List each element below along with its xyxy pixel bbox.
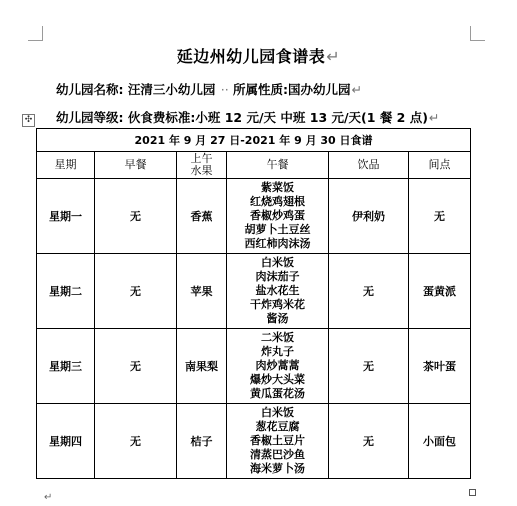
title-text: 延边州幼儿园食谱表: [176, 47, 326, 66]
table-row: [37, 179, 471, 254]
space-dots: ··: [220, 82, 229, 97]
lunch-item: 香椒炒鸡蛋: [250, 209, 305, 222]
cell-drink[interactable]: 无: [329, 254, 409, 329]
lunch-item: 胡萝卜土豆丝: [244, 223, 311, 236]
cell-day[interactable]: 星期二: [37, 254, 95, 329]
cell-breakfast[interactable]: 无: [95, 254, 177, 329]
header-weekday[interactable]: 星期: [37, 152, 95, 179]
cell-lunch[interactable]: [227, 254, 329, 329]
lunch-item: 爆炒大头菜: [250, 373, 305, 386]
lunch-item: 红烧鸡翅根: [250, 195, 305, 208]
page-corner-mark-top-left: [28, 26, 43, 41]
lunch-item: 炸丸子: [261, 345, 294, 358]
lunch-item: 葱花豆腐: [255, 420, 300, 433]
document-title: [0, 44, 517, 67]
date-range-text: 2021 年 9 月 27 日-2021 年 9 月 30 日食谱: [134, 134, 373, 147]
kindergarten-info-line: [56, 80, 362, 98]
table-header-row: [37, 152, 471, 179]
cell-snack[interactable]: 蛋黄派: [409, 254, 471, 329]
fee-text-small-class: 小班 12 元/天: [195, 110, 277, 125]
lunch-item: 海米萝卜汤: [250, 462, 305, 475]
cell-day[interactable]: 星期四: [37, 404, 95, 479]
cell-snack[interactable]: 茶叶蛋: [409, 329, 471, 404]
paragraph-mark-icon: ↵: [428, 110, 440, 125]
lunch-item: 白米饭: [261, 256, 294, 269]
table-row: [37, 254, 471, 329]
paragraph-mark-icon: ↵: [351, 82, 363, 97]
lunch-item: 干炸鸡米花: [250, 298, 305, 311]
lunch-item: 酱汤: [266, 312, 289, 325]
header-breakfast[interactable]: 早餐: [95, 152, 177, 179]
header-snack[interactable]: 间点: [409, 152, 471, 179]
menu-table: [36, 128, 471, 479]
lunch-item: 香椒土豆片: [250, 434, 305, 447]
grade-fee-line: [56, 108, 439, 126]
cell-drink[interactable]: 伊利奶: [329, 179, 409, 254]
cell-snack[interactable]: 无: [409, 179, 471, 254]
cell-drink[interactable]: 无: [329, 329, 409, 404]
cell-lunch[interactable]: [227, 179, 329, 254]
cell-breakfast[interactable]: 无: [95, 329, 177, 404]
paragraph-mark-icon: ↵: [44, 492, 53, 503]
cell-day[interactable]: 星期一: [37, 179, 95, 254]
cell-fruit[interactable]: 桔子: [177, 404, 227, 479]
header-fruit-bottom: 水果: [190, 164, 213, 177]
table-resize-handle-icon[interactable]: [469, 489, 476, 496]
lunch-item: 黄瓜蛋花汤: [250, 387, 305, 400]
lunch-item: 清蒸巴沙鱼: [250, 448, 305, 461]
header-fruit-top: 上午: [190, 152, 213, 165]
nature-value: 国办幼儿园: [288, 82, 351, 97]
lunch-item: 西红柿肉沫汤: [244, 237, 311, 250]
kindergarten-name-label: 幼儿园名称:: [56, 82, 124, 97]
date-range-cell[interactable]: [37, 129, 471, 152]
cell-fruit[interactable]: 南果梨: [177, 329, 227, 404]
page-corner-mark-top-right: [470, 26, 485, 41]
fee-label: 伙食费标准:: [127, 110, 196, 125]
header-lunch[interactable]: 午餐: [227, 152, 329, 179]
cell-breakfast[interactable]: 无: [95, 404, 177, 479]
cell-lunch[interactable]: [227, 404, 329, 479]
grade-label: 幼儿园等级:: [56, 110, 124, 125]
lunch-item: 二米饭: [261, 331, 294, 344]
kindergarten-name: 汪清三小幼儿园: [127, 82, 216, 97]
nature-label: 所属性质:: [233, 82, 289, 97]
cell-day[interactable]: 星期三: [37, 329, 95, 404]
lunch-item: 白米饭: [261, 406, 294, 419]
lunch-item: 盐水花生: [255, 284, 300, 297]
lunch-item: 肉炒蒿蒿: [255, 359, 300, 372]
cell-drink[interactable]: 无: [329, 404, 409, 479]
table-row: [37, 404, 471, 479]
lunch-item: 紫菜饭: [261, 181, 294, 194]
cell-breakfast[interactable]: 无: [95, 179, 177, 254]
cell-fruit[interactable]: 香蕉: [177, 179, 227, 254]
cell-snack[interactable]: 小面包: [409, 404, 471, 479]
table-row: [37, 329, 471, 404]
lunch-item: 肉沫茄子: [255, 270, 300, 283]
header-drink[interactable]: 饮品: [329, 152, 409, 179]
paragraph-mark-icon: ↵: [326, 47, 341, 66]
header-fruit[interactable]: [177, 152, 227, 179]
table-move-handle-icon[interactable]: ✣: [22, 114, 35, 127]
cell-fruit[interactable]: 苹果: [177, 254, 227, 329]
fee-text-middle-class: 中班 13 元/天(1 餐 2 点): [280, 110, 428, 125]
cell-lunch[interactable]: [227, 329, 329, 404]
